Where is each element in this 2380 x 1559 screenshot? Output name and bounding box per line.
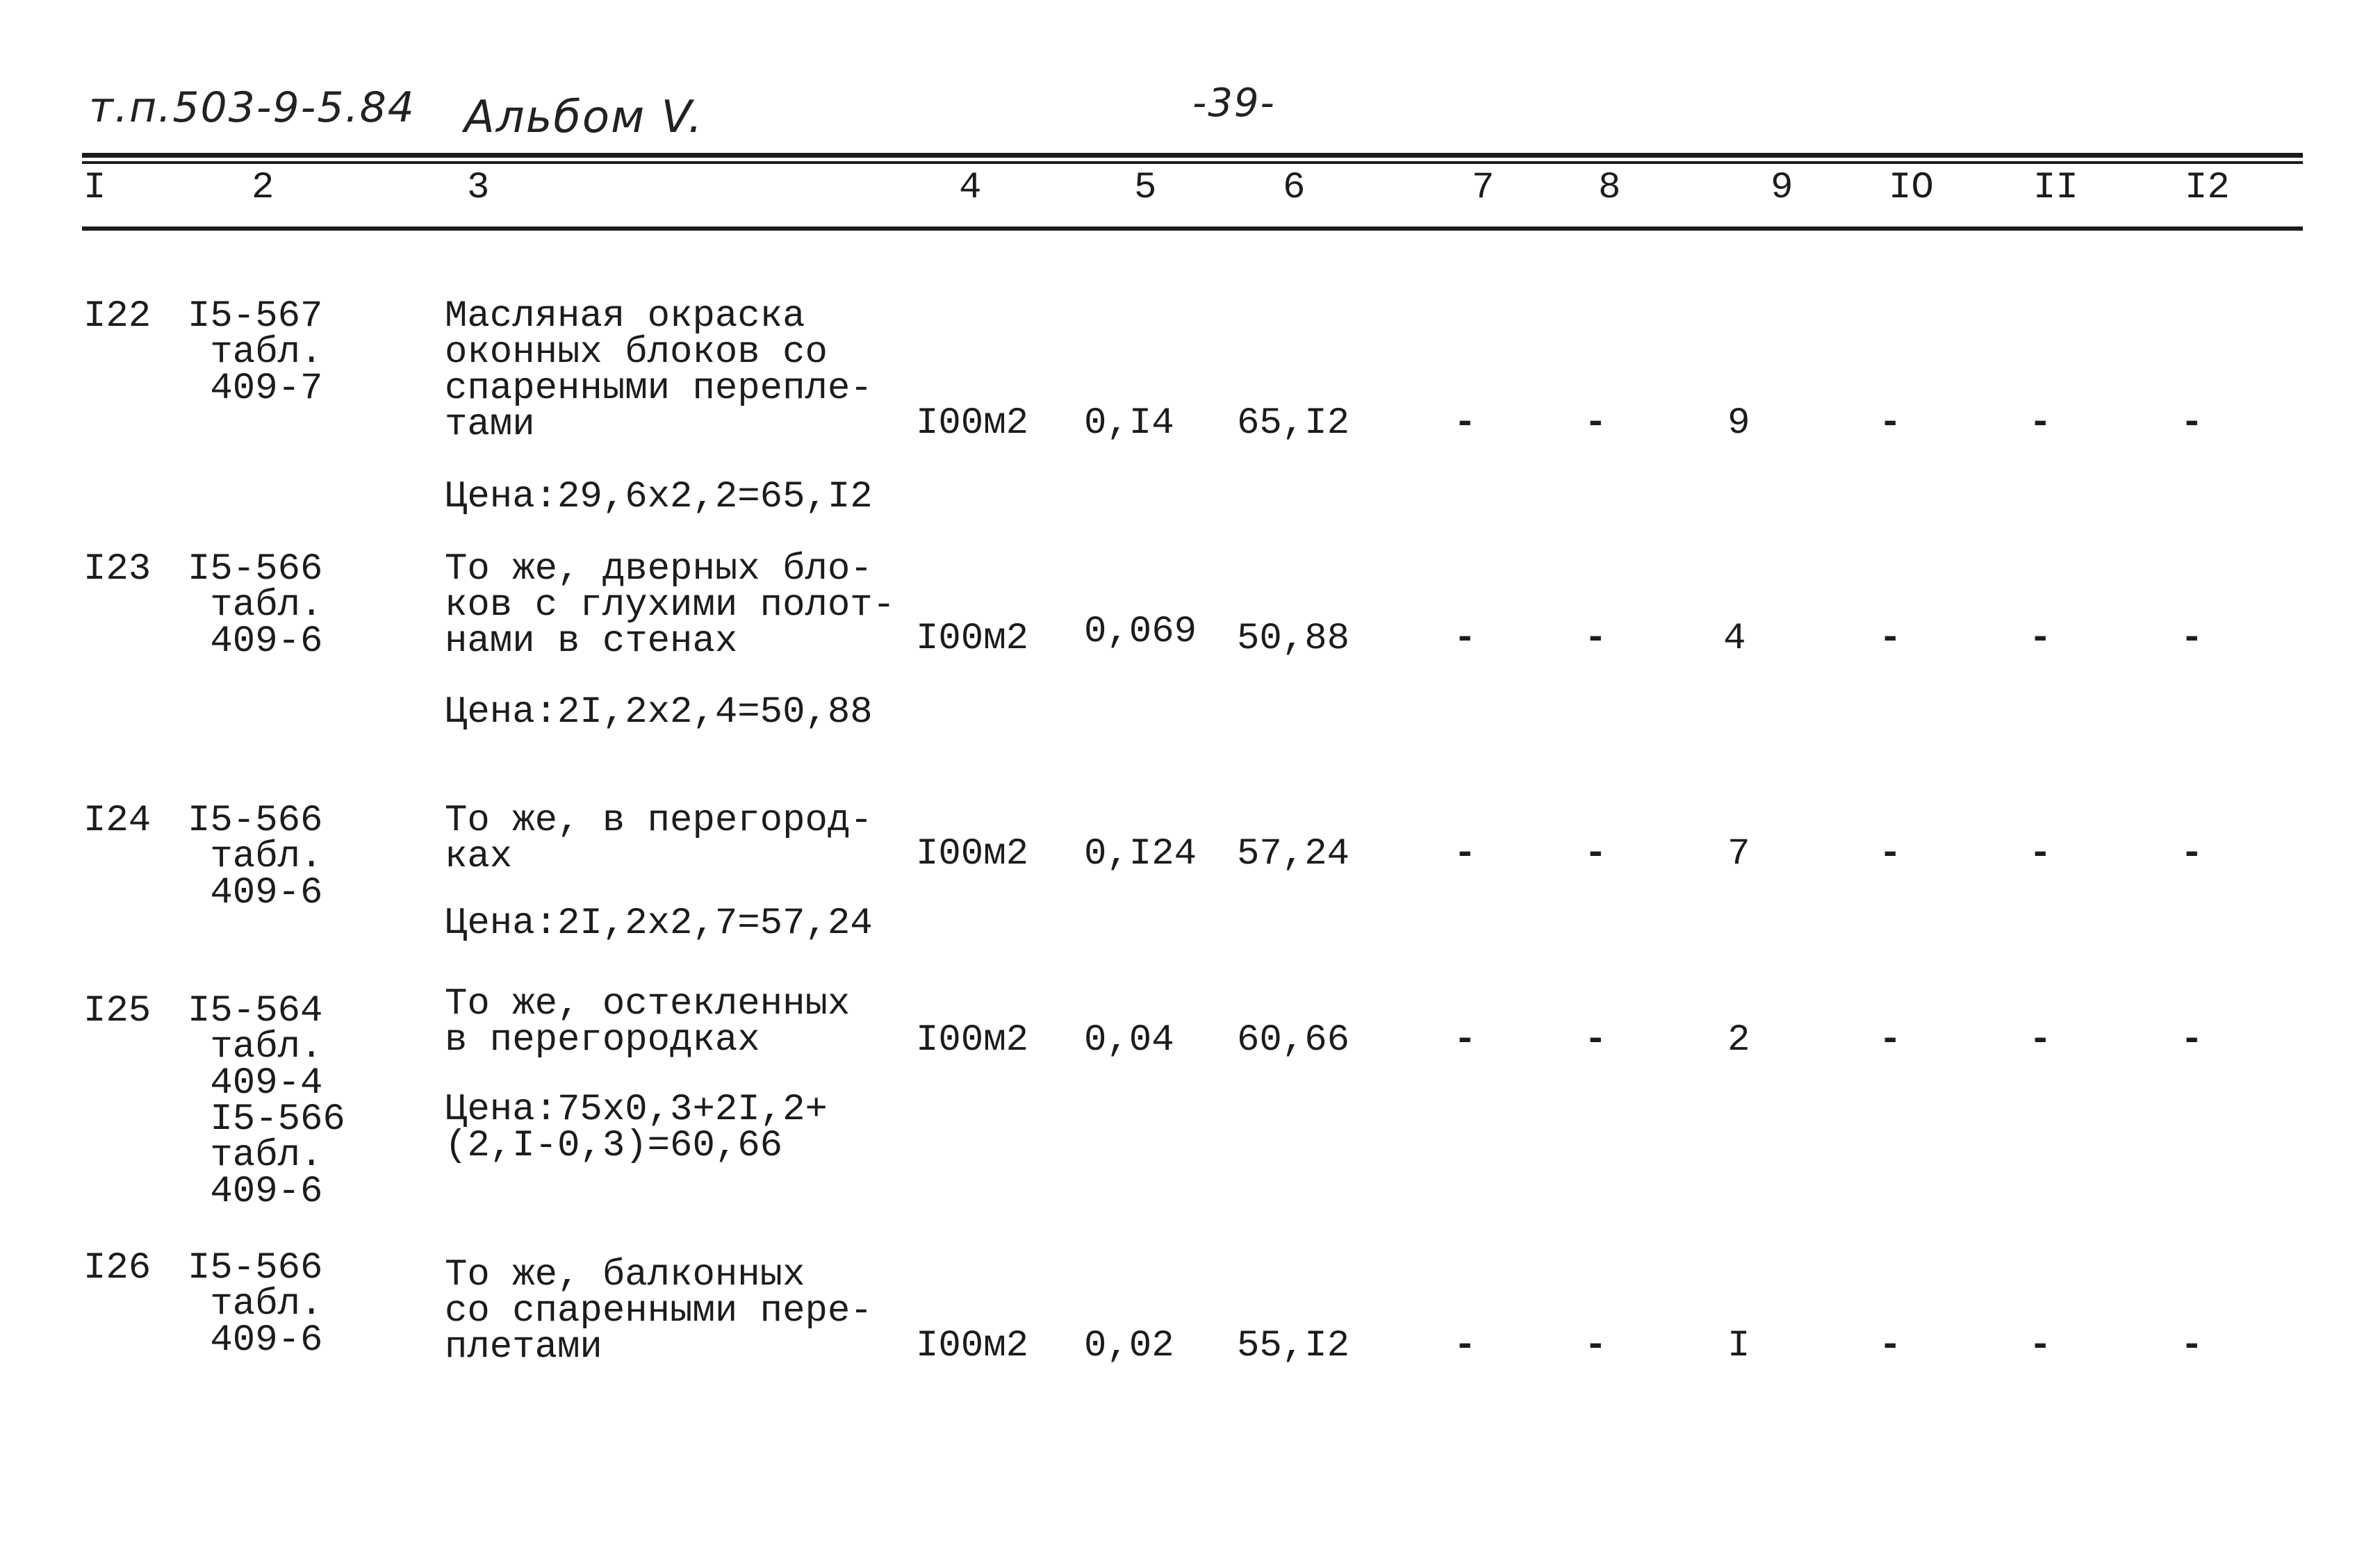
norm-code: I5-566 табл. 409-6 — [188, 800, 323, 914]
col-8-value: - — [1584, 1019, 1607, 1062]
column-header-9: 9 — [1771, 167, 1794, 209]
col-8-value: - — [1584, 618, 1607, 660]
quantity: 0,02 — [1084, 1325, 1174, 1367]
quantity: 0,04 — [1084, 1019, 1174, 1062]
col-11-value: - — [2029, 618, 2052, 660]
column-header-3: 3 — [467, 167, 490, 209]
norm-code: I5-564 табл. 409-4 I5-566 табл. 409-6 — [188, 990, 345, 1213]
col-7-value: - — [1454, 402, 1477, 445]
column-header-12: I2 — [2185, 167, 2230, 209]
price-calculation: Цена:75х0,3+2I,2+ (2,I-0,3)=60,66 — [445, 1089, 828, 1167]
col-8-value: - — [1584, 402, 1607, 445]
col-7-value: - — [1454, 1019, 1477, 1062]
row-number: I25 — [83, 990, 151, 1032]
work-description: То же, дверных бло- ков с глухими полот- нами в стенах — [445, 548, 896, 663]
col-10-value: - — [1879, 833, 1902, 875]
quantity: 0,I24 — [1084, 833, 1197, 875]
price-calculation: Цена:2I,2х2,4=50,88 — [445, 691, 873, 734]
row-number: I23 — [83, 548, 151, 591]
document-code: т.п.503-9-5.84 — [89, 83, 416, 132]
norm-code: I5-566 табл. 409-6 — [188, 548, 323, 663]
col-12-value: - — [2181, 402, 2203, 445]
column-header-1: I — [83, 167, 106, 209]
column-header-6: 6 — [1283, 167, 1306, 209]
unit: I00м2 — [916, 833, 1029, 875]
col-8-value: - — [1584, 1325, 1607, 1367]
header-rule-bottom — [82, 226, 2303, 231]
unit: I00м2 — [916, 1019, 1029, 1062]
col-11-value: - — [2029, 1325, 2052, 1367]
work-description: То же, балконных со спаренными пере- плетами — [445, 1254, 873, 1369]
work-description: Масляная окраска оконных блоков со спаренными перепле- тами — [445, 295, 873, 446]
col-8-value: - — [1584, 833, 1607, 875]
norm-code: I5-567 табл. 409-7 — [188, 295, 323, 410]
column-header-5: 5 — [1134, 167, 1157, 209]
column-header-4: 4 — [959, 167, 982, 209]
work-description: То же, остекленных в перегородках — [445, 983, 851, 1062]
col-12-value: - — [2181, 833, 2203, 875]
col-9-value: 4 — [1723, 618, 1746, 660]
album-title: Альбом V. — [464, 92, 704, 143]
col-11-value: - — [2029, 402, 2052, 445]
column-header-7: 7 — [1472, 167, 1495, 209]
work-description: То же, в перегород- ках — [445, 800, 873, 878]
unit: I00м2 — [916, 402, 1029, 445]
col-12-value: - — [2181, 618, 2203, 660]
col-9-value: 2 — [1727, 1019, 1750, 1062]
row-number: I22 — [83, 295, 151, 338]
unit-cost: 65,I2 — [1237, 402, 1350, 445]
unit: I00м2 — [916, 618, 1029, 660]
unit-cost: 57,24 — [1237, 833, 1350, 875]
unit-cost: 55,I2 — [1237, 1325, 1350, 1367]
col-12-value: - — [2181, 1325, 2203, 1367]
quantity: 0,069 — [1084, 611, 1197, 653]
column-header-11: II — [2033, 167, 2078, 209]
header-rule-top-thin — [82, 161, 2303, 164]
col-11-value: - — [2029, 833, 2052, 875]
price-calculation: Цена:29,6х2,2=65,I2 — [445, 476, 873, 518]
price-calculation: Цена:2I,2х2,7=57,24 — [445, 902, 873, 945]
norm-code: I5-566 табл. 409-6 — [188, 1247, 323, 1362]
col-10-value: - — [1879, 618, 1902, 660]
unit-cost: 60,66 — [1237, 1019, 1350, 1062]
col-9-value: 7 — [1727, 833, 1750, 875]
row-number: I26 — [83, 1247, 151, 1289]
col-7-value: - — [1454, 618, 1477, 660]
unit-cost: 50,88 — [1237, 618, 1350, 660]
col-12-value: - — [2181, 1019, 2203, 1062]
quantity: 0,I4 — [1084, 402, 1174, 445]
row-number: I24 — [83, 800, 151, 842]
col-9-value: I — [1727, 1325, 1750, 1367]
col-7-value: - — [1454, 833, 1477, 875]
col-11-value: - — [2029, 1019, 2052, 1062]
col-7-value: - — [1454, 1325, 1477, 1367]
page-number: -39- — [1192, 81, 1276, 126]
col-10-value: - — [1879, 1019, 1902, 1062]
col-10-value: - — [1879, 1325, 1902, 1367]
column-header-10: IO — [1889, 167, 1934, 209]
unit: I00м2 — [916, 1325, 1029, 1367]
column-header-2: 2 — [252, 167, 274, 209]
col-10-value: - — [1879, 402, 1902, 445]
header-rule-top — [82, 153, 2303, 158]
col-9-value: 9 — [1727, 402, 1750, 445]
column-header-8: 8 — [1598, 167, 1621, 209]
